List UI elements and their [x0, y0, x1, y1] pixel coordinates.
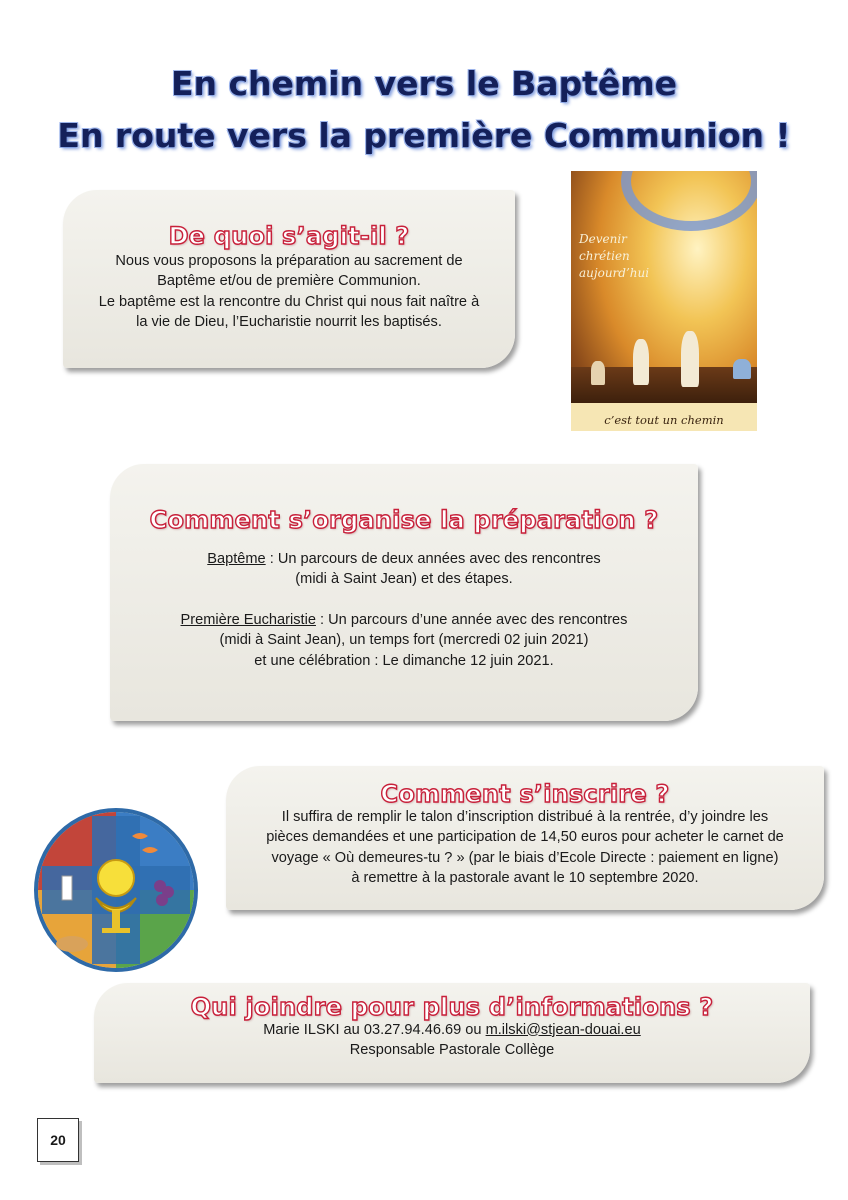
what-is-it-line-1: Nous vous proposons la préparation au sacrement de: [115, 252, 463, 269]
registration-heading: Comment s’inscrire ?: [380, 780, 670, 808]
poster-figure-2: [633, 339, 649, 385]
registration-line-1: Il suffira de remplir le talon d’inscription distribué à la rentrée, d’y joindre les: [281, 808, 769, 825]
title-line-1: En chemin vers le Baptême: [170, 64, 678, 103]
organisation-box: [110, 464, 698, 721]
what-is-it-heading: De quoi s’agit-il ?: [168, 222, 410, 250]
contact-email-link[interactable]: m.ilski@stjean-douai.eu: [485, 1021, 641, 1038]
what-is-it-line-2: Baptême et/ou de première Communion.: [157, 273, 421, 289]
registration-line-3: voyage « Où demeures-tu ? » (par le biais d’Ecole Directe : paiement en ligne): [271, 849, 779, 866]
eucharistie-line-3: et une célébration : Le dimanche 12 juin 2021.: [254, 652, 554, 669]
eucharistie-label: Première Eucharistie: [180, 611, 316, 628]
registration-box: [226, 766, 824, 910]
page-title: [0, 58, 848, 162]
poster-image: [571, 171, 757, 431]
poster-caption-bottom: c’est tout un chemin: [604, 413, 724, 427]
bapteme-line-2: (midi à Saint Jean) et des étapes.: [295, 571, 513, 587]
eucharistie-line-1: [110, 610, 698, 631]
title-line-2: En route vers la première Communion !: [57, 116, 791, 155]
bapteme-label: Baptême: [207, 550, 266, 567]
registration-line-2: pièces demandées et une participation de 14,50 euros pour acheter le carnet de: [266, 829, 784, 845]
organisation-heading: Comment s’organise la préparation ?: [149, 506, 659, 534]
contact-role: Responsable Pastorale Collège: [349, 1042, 555, 1058]
eucharistie-text-1: : Un parcours d’une année avec des rencontres: [315, 611, 628, 628]
contact-line: [94, 1020, 810, 1041]
what-is-it-line-3: Le baptême est la rencontre du Christ qui nous fait naître à: [98, 293, 480, 310]
what-is-it-box: [63, 190, 515, 368]
eucharist-medallion-image: [32, 806, 200, 974]
poster-arc: [621, 171, 757, 231]
poster-figure-1: [591, 361, 605, 385]
poster-caption-top: Devenir chrétien aujourd’hui: [579, 232, 650, 280]
poster-figure-4: [733, 359, 751, 379]
page-number: 20: [37, 1118, 79, 1162]
contact-prefix: Marie ILSKI au 03.27.94.46.69 ou: [263, 1021, 486, 1038]
bapteme-text-1: : Un parcours de deux années avec des rencontres: [265, 550, 601, 567]
registration-line-4: à remettre à la pastorale avant le 10 septembre 2020.: [351, 870, 699, 886]
what-is-it-line-4: la vie de Dieu, l’Eucharistie nourrit les baptisés.: [136, 314, 442, 330]
eucharistie-line-2: (midi à Saint Jean), un temps fort (mercredi 02 juin 2021): [219, 632, 589, 648]
contact-heading: Qui joindre pour plus d’informations ?: [190, 993, 714, 1021]
contact-box: [94, 983, 810, 1083]
bapteme-line-1: [110, 549, 698, 570]
poster-figure-3: [681, 331, 699, 387]
